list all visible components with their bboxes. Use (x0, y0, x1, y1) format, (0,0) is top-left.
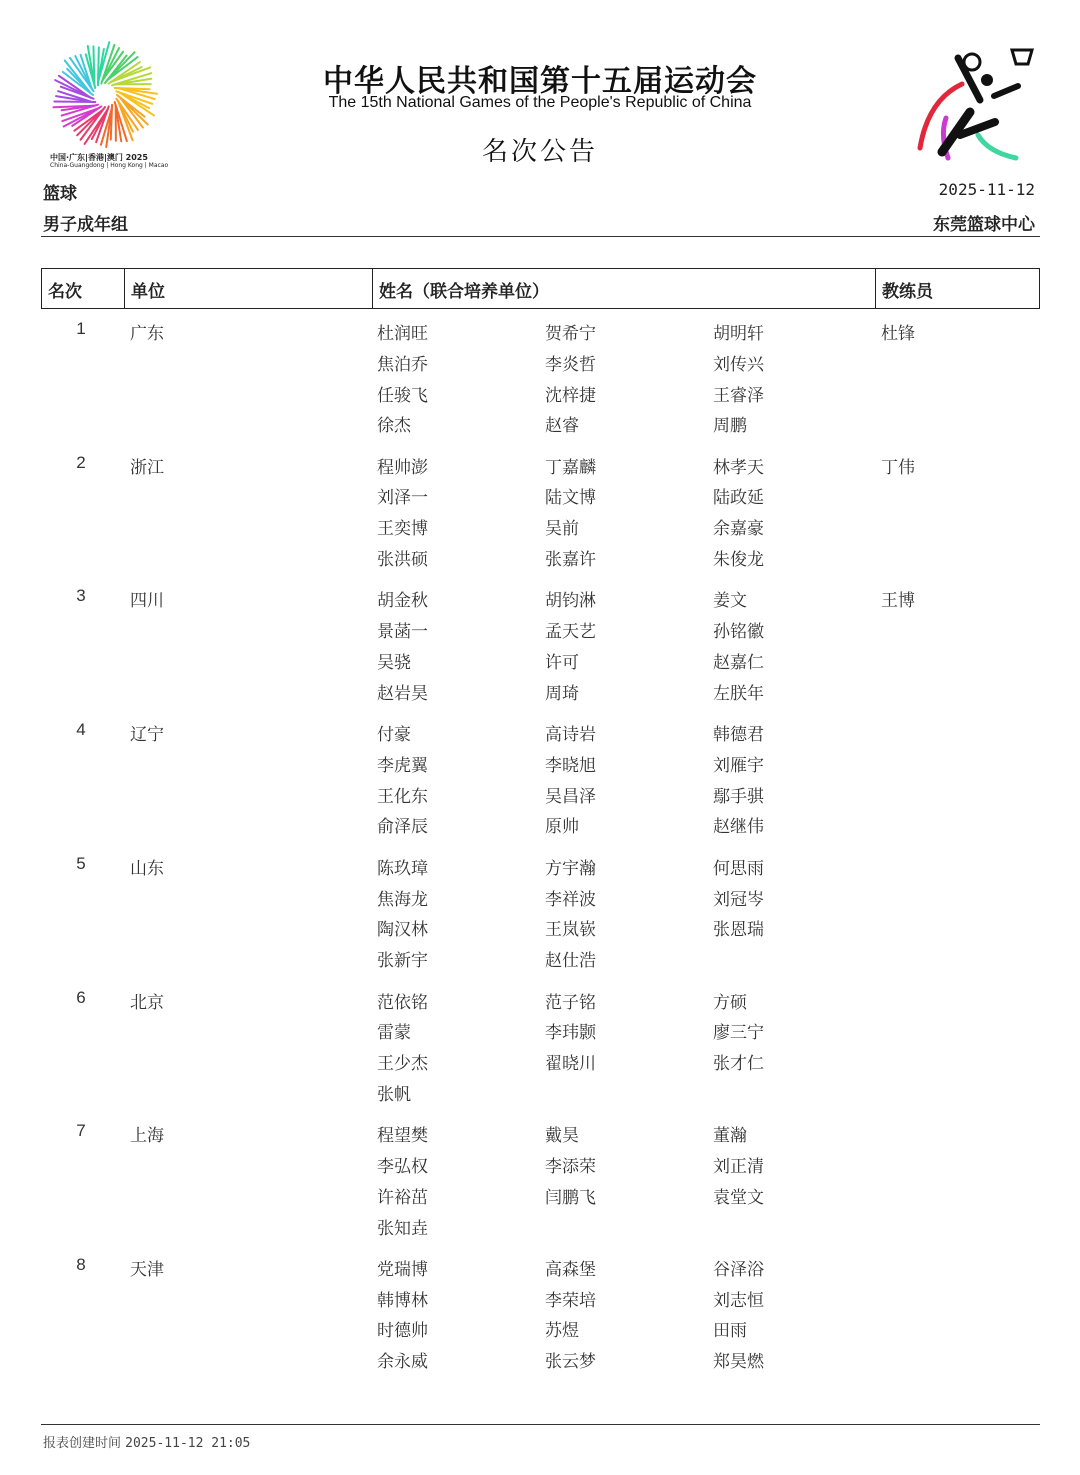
player-name: 徐杰 (377, 416, 411, 437)
player-name: 沈梓捷 (545, 385, 596, 406)
player-name: 董瀚 (713, 1126, 747, 1147)
player-name: 陆文博 (545, 488, 596, 509)
player-name: 吴前 (545, 519, 579, 540)
player-name: 焦海龙 (377, 889, 428, 910)
player-name: 刘冠岑 (713, 889, 764, 910)
player-name: 姜文 (713, 591, 747, 612)
player-name: 郑昊燃 (713, 1352, 764, 1373)
player-name: 赵仕浩 (545, 951, 596, 972)
rank-cell: 3 (76, 586, 86, 606)
player-name: 王少杰 (377, 1054, 428, 1075)
player-name: 胡钧淋 (545, 591, 596, 612)
logo-text-cn: 中国·广东|香港|澳门 2025 (50, 153, 148, 162)
column-header-rank: 名次 (42, 269, 125, 308)
player-name: 雷蒙 (377, 1023, 411, 1044)
player-name: 方硕 (713, 992, 747, 1013)
player-name: 张嘉许 (545, 550, 596, 571)
column-header-names: 姓名（联合培养单位） (373, 269, 876, 308)
venue-label: 东莞篮球中心 (933, 215, 1035, 235)
player-name: 李弘权 (377, 1156, 428, 1177)
unit-cell: 上海 (130, 1126, 164, 1147)
player-name: 周琦 (545, 683, 579, 704)
player-name: 李祥波 (545, 889, 596, 910)
player-name: 原帅 (545, 817, 579, 838)
table-header (41, 268, 1040, 309)
coach-cell: 丁伟 (881, 457, 915, 478)
player-name: 党瑞博 (377, 1259, 428, 1280)
player-name: 张才仁 (713, 1054, 764, 1075)
unit-cell: 天津 (130, 1259, 164, 1280)
player-name: 王化东 (377, 786, 428, 807)
divider (41, 1424, 1040, 1425)
page-title-en: The 15th National Games of the People's Republic of China (328, 94, 752, 111)
player-name: 付豪 (377, 725, 411, 746)
player-name: 陈玖璋 (377, 858, 428, 879)
player-name: 李虎翼 (377, 755, 428, 776)
player-name: 张恩瑞 (713, 920, 764, 941)
page-title-cn: 中华人民共和国第十五届运动会 (323, 64, 757, 99)
player-name: 景菡一 (377, 622, 428, 643)
player-name: 胡金秋 (377, 591, 428, 612)
player-name: 廖三宁 (713, 1023, 764, 1044)
player-name: 田雨 (713, 1321, 747, 1342)
player-name: 范依铭 (377, 992, 428, 1013)
player-name: 李荣培 (545, 1290, 596, 1311)
rank-cell: 7 (76, 1121, 86, 1141)
player-name: 高森堡 (545, 1259, 596, 1280)
unit-cell: 四川 (130, 591, 164, 612)
player-name: 许裕茁 (377, 1187, 428, 1208)
player-name: 时德帅 (377, 1321, 428, 1342)
rank-cell: 5 (76, 853, 86, 873)
player-name: 刘泽一 (377, 488, 428, 509)
player-name: 翟晓川 (545, 1054, 596, 1075)
player-name: 周鹏 (713, 416, 747, 437)
player-name: 韩博林 (377, 1290, 428, 1311)
player-name: 张知垚 (377, 1218, 428, 1239)
player-name: 李晓旭 (545, 755, 596, 776)
date-label: 2025-11-12 (938, 180, 1035, 199)
coach-cell: 王博 (881, 591, 915, 612)
unit-cell: 北京 (130, 992, 164, 1013)
rank-cell: 2 (76, 452, 86, 472)
report-created-time (43, 1432, 250, 1451)
player-name: 张云梦 (545, 1352, 596, 1373)
player-name: 何思雨 (713, 858, 764, 879)
player-name: 胡明轩 (713, 324, 764, 344)
player-name: 焦泊乔 (377, 354, 428, 375)
player-name: 程望樊 (377, 1126, 428, 1147)
player-name: 范子铭 (545, 992, 596, 1013)
player-name: 刘志恒 (713, 1290, 764, 1311)
rank-cell: 8 (76, 1254, 86, 1274)
player-name: 余嘉豪 (713, 519, 764, 540)
unit-cell: 辽宁 (130, 725, 164, 746)
player-name: 张洪硕 (377, 550, 428, 571)
document-type: 名次公告 (481, 137, 598, 167)
player-name: 林孝天 (713, 457, 764, 478)
player-name: 杜润旺 (377, 324, 428, 344)
logo-text-en: China-Guangdong | Hong Kong | Macao (50, 162, 169, 169)
player-name: 吴昌泽 (545, 786, 596, 807)
player-name: 王奕博 (377, 519, 428, 540)
player-name: 王睿泽 (713, 385, 764, 406)
footer-label: 报表创建时间 (43, 1436, 122, 1451)
player-name: 陶汉林 (377, 920, 428, 941)
rank-cell: 4 (76, 720, 86, 740)
player-name: 李炎哲 (545, 354, 596, 375)
player-name: 高诗岩 (545, 725, 596, 746)
player-name: 鄢手骐 (713, 786, 764, 807)
player-name: 谷泽浴 (713, 1259, 764, 1280)
player-name: 俞泽辰 (377, 817, 428, 838)
divider (41, 236, 1040, 237)
player-name: 孙铭徽 (713, 622, 764, 643)
player-name: 任骏飞 (377, 385, 428, 406)
player-name: 赵睿 (545, 416, 579, 437)
player-name: 方宇瀚 (545, 858, 596, 879)
coach-cell: 杜锋 (881, 324, 915, 344)
player-name: 张帆 (377, 1084, 411, 1105)
sport-label: 篮球 (43, 184, 77, 204)
player-name: 吴骁 (377, 652, 411, 673)
column-header-unit: 单位 (125, 269, 373, 308)
player-name: 赵嘉仁 (713, 652, 764, 673)
player-name: 孟天艺 (545, 622, 596, 643)
player-name: 许可 (545, 652, 579, 673)
player-name: 丁嘉麟 (545, 457, 596, 478)
unit-cell: 广东 (130, 324, 164, 344)
rank-cell: 1 (76, 319, 86, 338)
player-name: 王岚嵚 (545, 920, 596, 941)
player-name: 韩德君 (713, 725, 764, 746)
rank-cell: 6 (76, 987, 86, 1007)
player-name: 李添荣 (545, 1156, 596, 1177)
player-name: 闫鹏飞 (545, 1187, 596, 1208)
player-name: 程帅澎 (377, 457, 428, 478)
player-name: 李玮颢 (545, 1023, 596, 1044)
unit-cell: 山东 (130, 858, 164, 879)
player-name: 刘传兴 (713, 354, 764, 375)
player-name: 戴昊 (545, 1126, 579, 1147)
player-name: 贺希宁 (545, 324, 596, 344)
player-name: 朱俊龙 (713, 550, 764, 571)
player-name: 赵继伟 (713, 817, 764, 838)
player-name: 袁堂文 (713, 1187, 764, 1208)
unit-cell: 浙江 (130, 457, 164, 478)
footer-timestamp: 2025-11-12 21:05 (125, 1436, 251, 1451)
player-name: 苏煜 (545, 1321, 579, 1342)
player-name: 刘雁宇 (713, 755, 764, 776)
player-name: 陆政延 (713, 488, 764, 509)
column-header-coach: 教练员 (882, 282, 933, 302)
group-label: 男子成年组 (43, 215, 128, 235)
player-name: 赵岩昊 (377, 683, 428, 704)
player-name: 张新宇 (377, 951, 428, 972)
player-name: 刘正清 (713, 1156, 764, 1177)
player-name: 余永威 (377, 1352, 428, 1373)
player-name: 左朕年 (713, 683, 764, 704)
